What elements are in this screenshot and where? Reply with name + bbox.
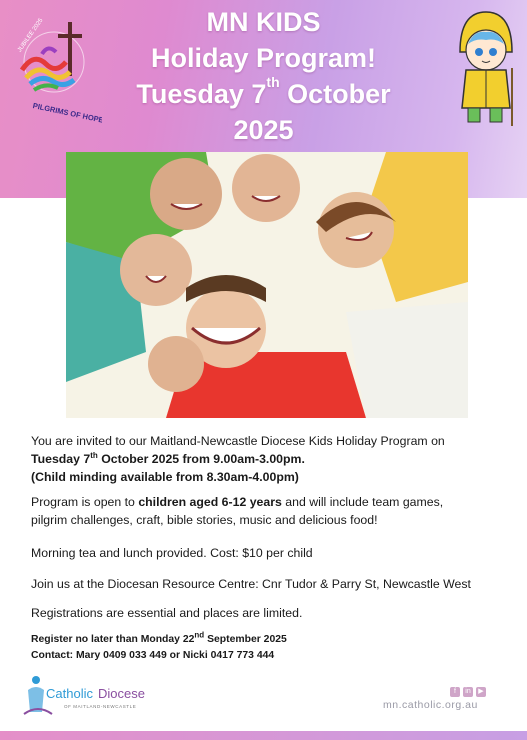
invitation-paragraph <box>31 432 501 486</box>
date-prefix: Tuesday 7 <box>31 452 91 466</box>
jubilee-logo-icon <box>12 14 102 124</box>
title-line-2: Holiday Program! <box>150 43 377 73</box>
jubilee-logo <box>12 14 102 124</box>
logo-name-a: Catholic <box>46 686 93 701</box>
linkedin-icon[interactable]: in <box>463 687 473 697</box>
logo-sub: OF MAITLAND-NEWCASTLE <box>64 704 137 709</box>
mascot-icon <box>452 8 520 130</box>
social-icons <box>447 680 486 698</box>
title-line-3-sup: th <box>266 74 280 90</box>
facebook-icon[interactable]: f <box>450 687 460 697</box>
logo-text-bottom: PILGRIMS OF HOPE <box>32 100 102 124</box>
website-link[interactable]: mn.catholic.org.au <box>383 699 478 711</box>
register-contact-block <box>31 632 501 664</box>
date-sup: th <box>90 450 98 460</box>
logo-text-top: JUBILEE 2025 <box>16 17 45 54</box>
catholic-diocese-logo-icon <box>22 668 152 720</box>
title-line-3 <box>110 76 417 112</box>
program-paragraph <box>31 493 501 529</box>
venue-paragraph: Join us at the Diocesan Resource Centre: Cnr Tudor & Parry St, Newcastle West <box>31 577 471 591</box>
youtube-icon[interactable]: ▶ <box>476 687 486 697</box>
program-text-c: and will include team games, <box>281 495 444 509</box>
page-title <box>110 4 417 148</box>
children-photo <box>66 152 468 418</box>
program-age-range: children aged 6-12 years <box>138 495 282 509</box>
invitation-line-1: You are invited to our Maitland-Newcastle Diocese Kids Holiday Program on <box>31 434 445 448</box>
group-of-smiling-children-photo <box>66 152 468 418</box>
date-suffix: October 2025 from 9.00am-3.00pm. <box>97 452 305 466</box>
register-deadline-line <box>31 632 501 648</box>
invitation-date-line <box>31 450 501 468</box>
logo-name-b: Diocese <box>98 686 145 701</box>
child-minding-text: (Child minding available from 8.30am-4.00pm) <box>31 470 299 484</box>
program-text-a: Program is open to <box>31 495 139 509</box>
bottom-bar <box>0 731 527 740</box>
catholic-diocese-logo <box>22 668 152 720</box>
contact-line: Contact: Mary 0409 033 449 or Nicki 0417 773 444 <box>31 650 275 661</box>
deadline-suffix: September 2025 <box>204 634 287 645</box>
food-cost-paragraph: Morning tea and lunch provided. Cost: $10 per child <box>31 546 313 560</box>
title-line-3-prefix: Tuesday 7 <box>136 79 267 109</box>
deadline-prefix: Register no later than Monday 22 <box>31 634 195 645</box>
child-minding-line <box>31 468 501 486</box>
program-line-1 <box>31 493 501 511</box>
deadline-sup: nd <box>194 630 205 640</box>
mascot-image <box>452 8 520 130</box>
program-line-2: pilgrim challenges, craft, bible stories, music and delicious food! <box>31 513 378 527</box>
title-line-1: MN KIDS <box>206 7 321 37</box>
title-line-4: 2025 <box>233 115 294 145</box>
registration-paragraph: Registrations are essential and places are limited. <box>31 606 303 620</box>
title-line-3-suffix: October <box>279 79 391 109</box>
